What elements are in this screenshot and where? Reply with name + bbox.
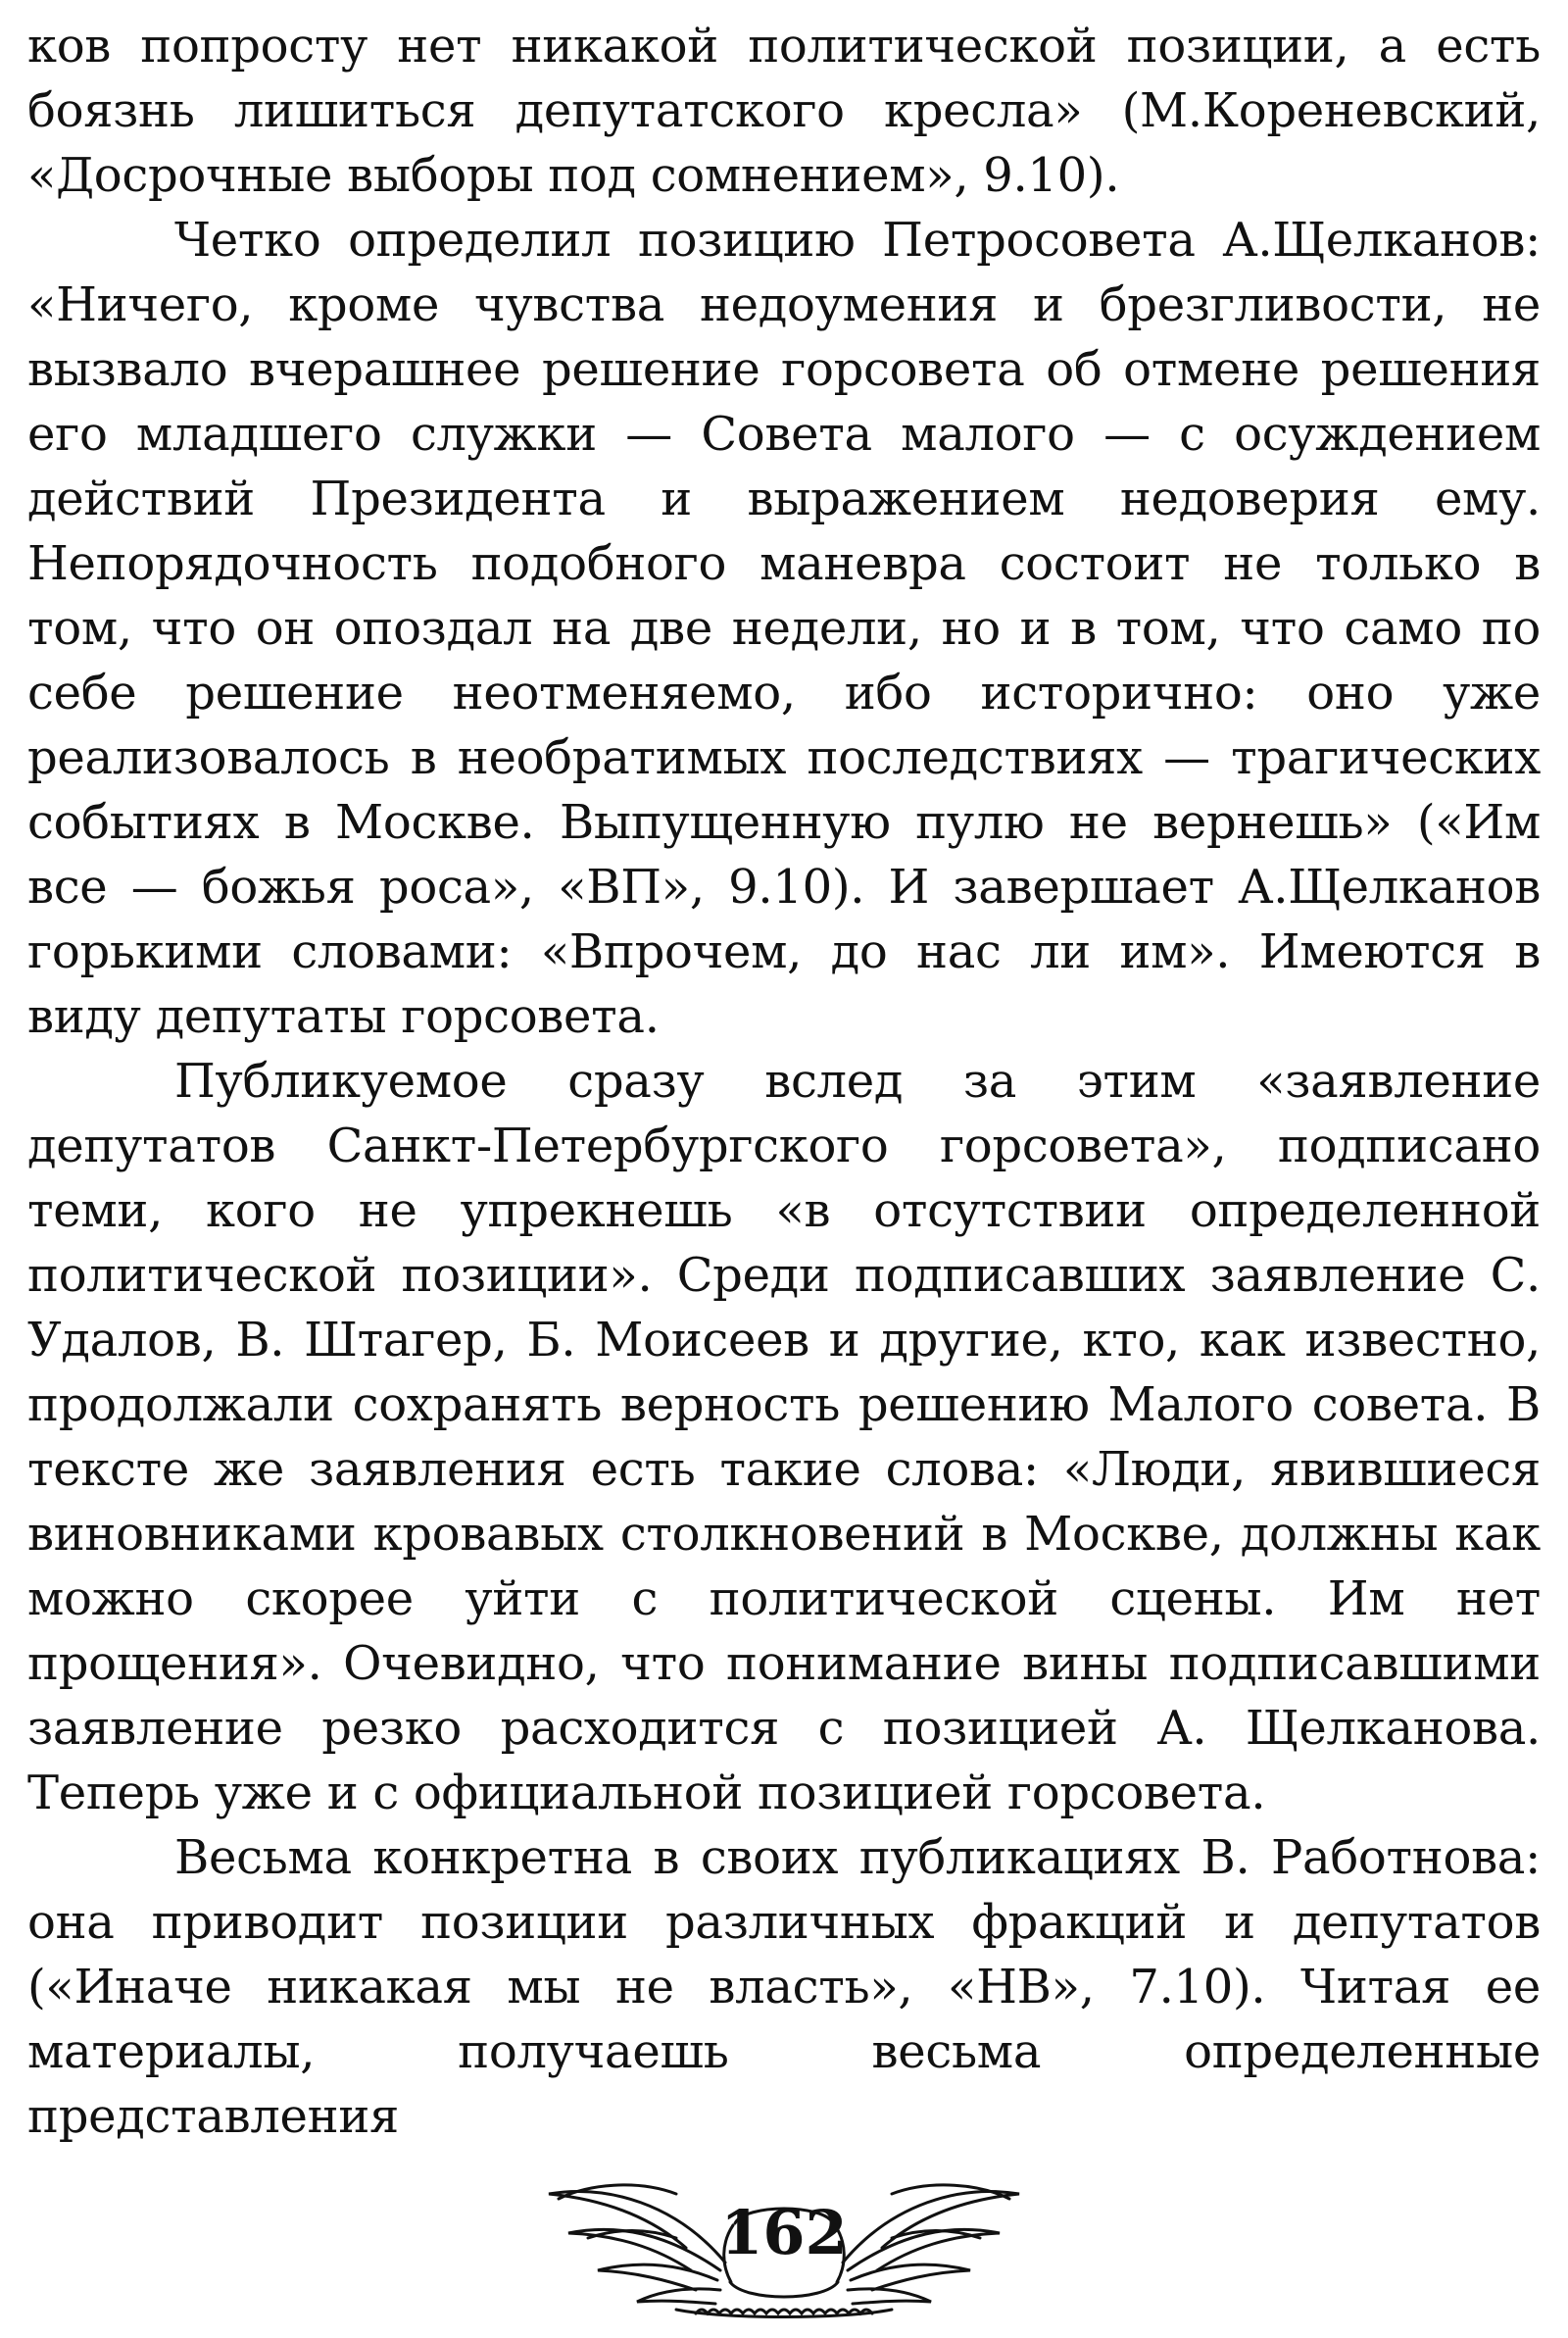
paragraph-3: Публикуемое сразу вслед за этим «заявление депутатов Санкт-Петербургского горсовета», подписано теми, кого не упрекнешь «в отсутствии определенной политической позиции». Среди подписавших заявление С. Удалов, В. Штагер, Б. Моисеев и другие, кто, как известно, продолжали сохранять верность решению Малого совета. В тексте же заявления есть такие слова: «Люди, явившиеся виновниками кровавых столкновений в Москве, должны как можно скорее уйти с политической сцены. Им нет прощения». Очевидно, что понимание вины подписавшими заявление резко расходится с позицией А. Щелканова. Теперь уже и с официальной позицией горсовета. xyxy=(27,1054,1541,1820)
page-text xyxy=(27,14,1541,2151)
paragraph-2: Четко определил позицию Петросовета А.Щелканов: «Ничего, кроме чувства недоумения и брезгливости, не вызвало вчерашнее решение горсовета об отмене решения его младшего служки — Совета малого — с осуждением действий Президента и выражением недоверия ему. Непорядочность подобного маневра состоит не только в том, что он опоздал на две недели, но и в том, что само по себе решение неотменяемо, ибо исторично: оно уже реализовалось в необратимых последствиях — трагических событиях в Москве. Выпущенную пулю не вернешь» («Им все — божья роса», «ВП», 9.10). И завершает А.Щелканов горькими словами: «Впрочем, до нас ли им». Имеются в виду депутаты горсовета. xyxy=(27,213,1541,1044)
page-footer-ornament xyxy=(529,2145,1039,2321)
page-number: 162 xyxy=(720,2197,848,2268)
paragraph-4: Весьма конкретна в своих публикациях В. Работнова: она приводит позиции различных фракций и депутатов («Иначе никакая мы не власть», «НВ», 7.10). Читая ее материалы, получаешь весьма определенные представления xyxy=(27,1830,1541,2144)
paragraph-1: ков попросту нет никакой политической позиции, а есть боязнь лишиться депутатского кресла» (М.Кореневский, «Досрочные выборы под сомнением», 9.10). xyxy=(27,19,1541,203)
